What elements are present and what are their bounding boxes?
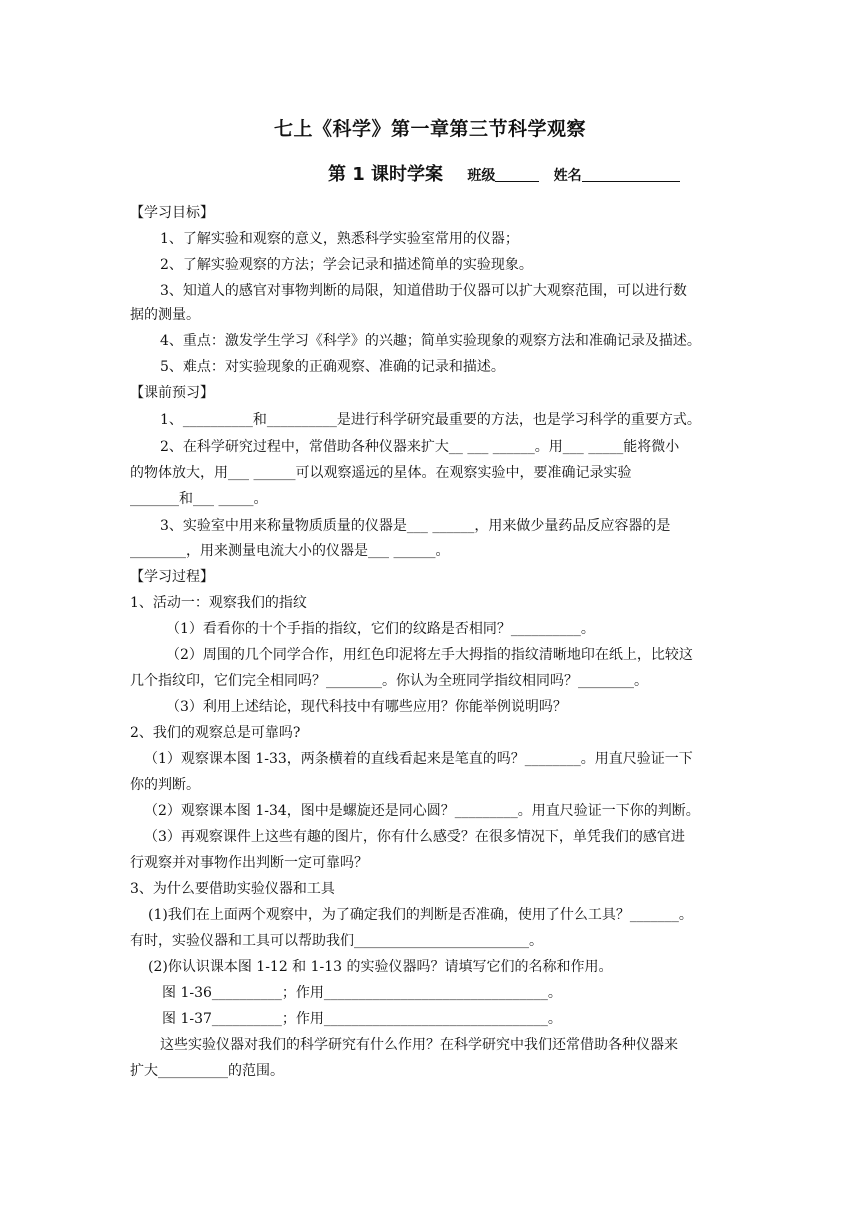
name-blank	[582, 167, 680, 182]
text-line: 几个指纹印，它们完全相同吗？________。你认为全班同学指纹相同吗？________。	[130, 673, 648, 689]
text-line: 这些实验仪器对我们的科学研究有什么作用？在科学研究中我们还常借助各种仪器来	[160, 1037, 678, 1053]
text-line: 图 1-37__________；作用________________________________。	[162, 1011, 562, 1027]
text-line: 的物体放大，用___ ______可以观察遥远的星体。在观察实验中，要准确记录实验	[130, 465, 632, 481]
page-subtitle	[328, 160, 680, 186]
text-line: （1）观察课本图 1-33，两条横着的直线看起来是笔直的吗？________。用直尺验证一下	[144, 751, 693, 767]
text-line: （2）周围的几个同学合作，用红色印泥将左手大拇指的指纹清晰地印在纸上，比较这	[166, 647, 693, 663]
class-label: 班级	[467, 168, 496, 184]
page-title: 七上《科学》第一章第三节科学观察	[273, 118, 586, 140]
text-line: （1）看看你的十个手指的指纹，它们的纹路是否相同？__________。	[166, 621, 595, 637]
text-line: 你的判断。	[130, 777, 200, 793]
text-line: （2）观察课本图 1-34，图中是螺旋还是同心圆？_________。用直尺验证一下你的判断。	[144, 803, 700, 819]
text-line: 据的测量。	[130, 307, 200, 323]
text-line: (1)我们在上面两个观察中，为了确定我们的判断是否准确，使用了什么工具？_______。	[148, 907, 693, 923]
text-line: 4、重点：激发学生学习《科学》的兴趣；简单实验现象的观察方法和准确记录及描述。	[160, 333, 701, 349]
text-line: 3、实验室中用来称量物质质量的仪器是___ ______，用来做少量药品反应容器的是	[160, 518, 671, 534]
text-line: (2)你认识课本图 1-12 和 1-13 的实验仪器吗？请填写它们的名称和作用。	[148, 959, 613, 975]
name-label: 姓名	[553, 168, 582, 184]
text-line: 2、我们的观察总是可靠吗?	[130, 725, 301, 741]
class-blank	[495, 167, 539, 182]
section-heading-preview: 【课前预习】	[130, 385, 214, 401]
text-line: 2、了解实验观察的方法；学会记录和描述简单的实验现象。	[160, 257, 533, 273]
text-line: 5、难点：对实验现象的正确观察、准确的记录和描述。	[160, 359, 505, 375]
text-line: 扩大__________的范围。	[130, 1063, 284, 1079]
section-heading-objectives: 【学习目标】	[130, 205, 214, 221]
text-line: _______和___ _____。	[130, 491, 268, 507]
text-line: 1、了解实验和观察的意义，熟悉科学实验室常用的仪器；	[160, 231, 519, 247]
text-line: 有时，实验仪器和工具可以帮助我们_________________________。	[130, 933, 543, 949]
text-line: 2、在科学研究过程中，常借助各种仪器来扩大__ ___ ______。用___ _____能将微小	[160, 439, 680, 455]
text-line: 行观察并对事物作出判断一定可靠吗？	[130, 855, 368, 871]
text-line: 3、为什么要借助实验仪器和工具	[130, 881, 335, 897]
text-line: 1、__________和__________是进行科学研究最重要的方法，也是学习科学的重要方式。	[160, 412, 701, 428]
text-line: 3、知道人的感官对事物判断的局限，知道借助于仪器可以扩大观察范围，可以进行数	[160, 283, 687, 299]
text-line: 图 1-36__________；作用________________________________。	[162, 985, 562, 1001]
text-line: ________，用来测量电流大小的仪器是___ ______。	[130, 543, 450, 559]
text-line: 1、活动一：观察我们的指纹	[130, 595, 307, 611]
section-heading-process: 【学习过程】	[130, 569, 214, 585]
text-line: （3）利用上述结论，现代科技中有哪些应用？你能举例说明吗？	[166, 699, 567, 715]
text-line: （3）再观察课件上这些有趣的图片，你有什么感受？在很多情况下，单凭我们的感官进	[144, 829, 685, 845]
lesson-label: 第 1 课时学案	[328, 164, 444, 185]
